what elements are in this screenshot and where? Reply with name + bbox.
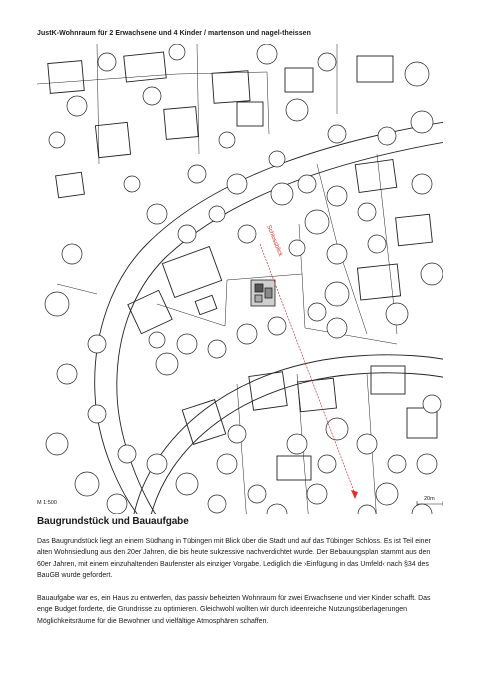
site-plan — [37, 44, 443, 514]
tree — [358, 505, 376, 514]
tree — [271, 183, 293, 205]
building — [371, 366, 405, 394]
paragraph-task: Bauaufgabe war es, ein Haus zu entwerfen, das passiv beheizten Wohnraum für zwei Erwachsene und vier Kinder schafft. Das enge Budget forderte, die Grundrisse zu optimieren. Gleichwohl wollten wir durch ideenreiche Nutzungsüberlagerungen Möglichkeitsräume für die Bewohner und vielfältige Atmosphären schaffen. — [37, 595, 431, 625]
building — [298, 378, 337, 412]
building — [285, 68, 313, 92]
tree — [118, 445, 136, 463]
tree — [328, 125, 346, 143]
tree — [57, 364, 77, 384]
plan-scale: M 1:500 — [37, 500, 57, 506]
tree — [88, 405, 106, 423]
tree — [147, 204, 167, 224]
building — [182, 400, 225, 445]
tree — [268, 317, 286, 335]
plot-lines — [37, 44, 397, 514]
tree — [327, 244, 347, 264]
tree — [388, 455, 406, 473]
tree — [149, 332, 165, 348]
tree — [67, 96, 87, 116]
tree — [46, 433, 68, 455]
tree — [357, 434, 377, 454]
tree — [62, 244, 82, 264]
building — [48, 61, 84, 94]
tree — [238, 225, 256, 243]
tree — [308, 303, 326, 321]
tree — [208, 340, 226, 358]
tree — [176, 473, 198, 495]
trees — [45, 44, 443, 514]
tree — [289, 240, 305, 256]
tree — [147, 454, 167, 474]
schlossblick-label: Schlossblick — [265, 224, 284, 258]
tree — [325, 282, 349, 306]
tree — [412, 174, 432, 194]
tree — [208, 495, 226, 513]
tree — [107, 494, 127, 514]
tree — [45, 292, 69, 316]
tree — [88, 335, 106, 353]
building — [162, 247, 221, 298]
tree — [298, 175, 316, 193]
tree — [49, 132, 65, 148]
tree — [188, 165, 206, 183]
tree — [209, 206, 225, 222]
tree — [327, 318, 347, 338]
building — [128, 290, 172, 333]
tree — [368, 235, 386, 253]
tree — [386, 303, 408, 325]
building — [396, 214, 433, 245]
building — [277, 456, 311, 480]
tree — [318, 455, 336, 473]
tree — [417, 454, 437, 474]
tree — [156, 353, 178, 375]
tree — [286, 99, 308, 121]
tree — [228, 425, 246, 443]
tree — [423, 395, 441, 413]
building — [95, 122, 130, 157]
tree — [412, 504, 432, 514]
building — [357, 264, 400, 300]
building — [212, 71, 250, 103]
building — [164, 107, 198, 140]
building — [56, 172, 85, 197]
tree — [248, 485, 266, 503]
building — [355, 159, 397, 192]
building — [249, 372, 287, 410]
tree — [318, 53, 336, 71]
tree — [169, 44, 185, 60]
tree — [378, 127, 396, 145]
tree — [257, 44, 277, 64]
document-header: JustK-Wohnraum für 2 Erwachsene und 4 Kinder / martenson und nagel-theissen — [37, 30, 311, 37]
scale-bar-label: 20m — [424, 496, 435, 502]
tree — [287, 434, 307, 454]
building — [195, 295, 217, 314]
paragraph-site: Das Baugrundstück liegt an einem Südhang in Tübingen mit Blick über die Stadt und auf das Tübinger Schloss. Es ist Teil einer alten Wohnsiedlung aus den 20er Jahren, die bis heute sukzessive nachverdichtet wurde. Der Bebauungsplan stammt aus den 60er Jahren, mit einem einzuhaltenden Baufenster als einziger Vorgabe. Lediglich die ›Einfügung in das Umfeld‹ nach §34 des BauGB wurde gefordert. — [37, 538, 431, 580]
tree — [307, 484, 327, 504]
tree — [227, 174, 247, 194]
tree — [405, 62, 429, 86]
building — [357, 56, 393, 82]
tree — [305, 210, 329, 234]
view-arrow — [260, 225, 358, 499]
tree — [237, 324, 257, 344]
tree — [376, 483, 398, 505]
tree — [326, 418, 348, 440]
tree — [75, 472, 99, 496]
tree — [177, 334, 197, 354]
section-title: Baugrundstück und Bauaufgabe — [37, 516, 189, 527]
tree — [178, 225, 196, 243]
tree — [269, 151, 285, 167]
tree — [143, 87, 161, 105]
tree — [124, 176, 140, 192]
tree — [267, 504, 287, 514]
new-house — [251, 280, 275, 306]
tree — [411, 111, 433, 133]
tree — [421, 263, 443, 285]
tree — [219, 132, 235, 148]
tree — [98, 53, 116, 71]
tree — [217, 454, 237, 474]
tree — [327, 186, 347, 206]
tree — [358, 203, 376, 221]
building — [237, 102, 263, 126]
